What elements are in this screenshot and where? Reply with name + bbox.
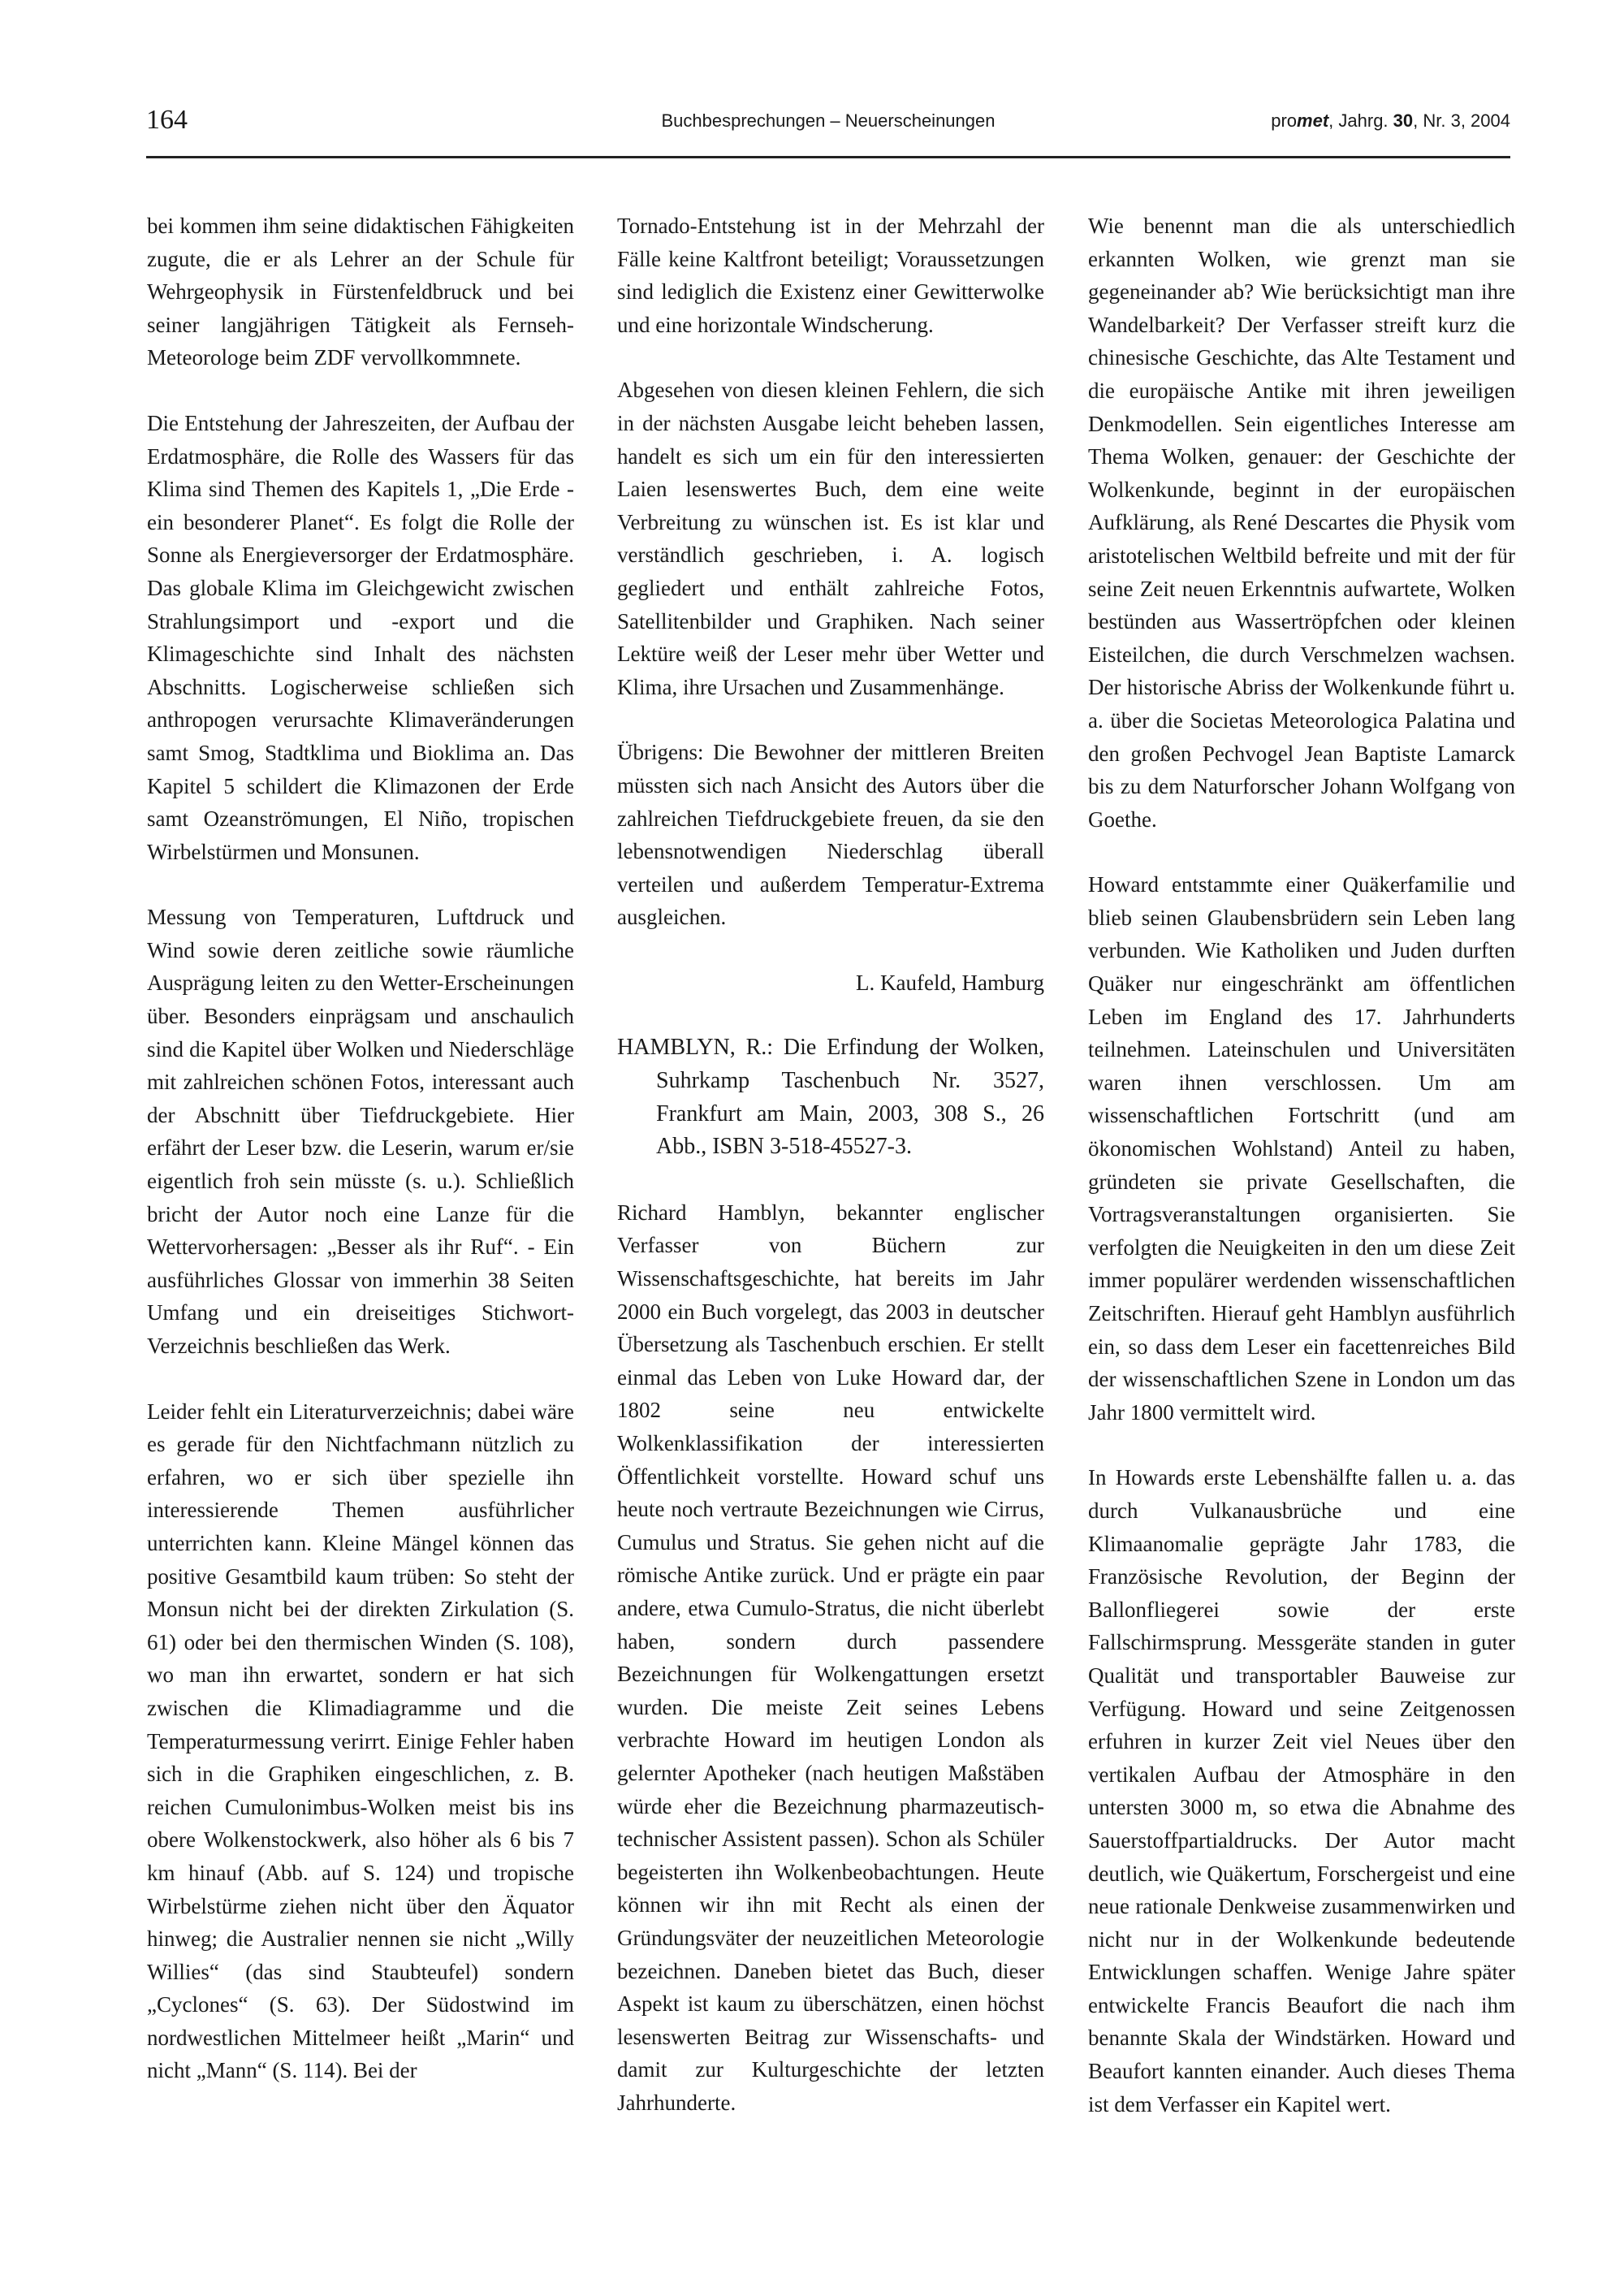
journal-info	[1271, 110, 1510, 132]
paragraph: Howard entstammte einer Quäkerfamilie und blieb seinen Glaubensbrüdern sein Leben lang verbunden. Wie Katholiken und Juden durften Quäker nur eingeschränkt am öffentlichen Leben im England des 17. Jahrhunderts teilnehmen. Lateinschulen und Universitäten waren ihnen verschlossen. Um am wissenschaftlichen Fortschritt (und am ökonomischen Wohlstand) Anteil zu haben, gründeten sie private Gesellschaften, die Vortragsveranstaltungen organisierten. Sie verfolgten die Neuigkeiten in den um diese Zeit immer populärer werdenden wissenschaftlichen Zeitschriften. Hierauf geht Hamblyn ausführlich ein, so dass dem Leser ein facettenreiches Bild der wissenschaftlichen Szene in London um das Jahr 1800 vermittelt wird.	[1088, 872, 1515, 1425]
journal-year-label: , Jahrg.	[1328, 110, 1393, 131]
journal-name-suffix: met	[1297, 110, 1329, 131]
text-column-2	[617, 210, 1044, 2151]
text-column-3	[1088, 210, 1515, 2153]
paragraph: Die Entstehung der Jahreszeiten, der Aufbau der Erdatmosphäre, die Rolle des Wassers für das Klima sind Themen des Kapitels 1, „Die Erde - ein besonderer Planet“. Es folgt die Rolle der Sonne als Energieversorger der Erdatmosphäre. Das globale Klima im Gleichgewicht zwischen Strahlungsimport und -export und die Klimageschichte sind Inhalt des nächsten Abschnitts. Logischerweise schließen sich anthropogen verursachte Klimaveränderungen samt Smog, Stadtklima und Bioklima an. Das Kapitel 5 schildert die Klimazonen der Erde samt Ozeanströmungen, El Niño, tropischen Wirbelstürmen und Monsunen.	[147, 410, 574, 864]
review-signature: L. Kaufeld, Hamburg	[856, 970, 1044, 995]
paragraph: Leider fehlt ein Literaturverzeichnis; dabei wäre es gerade für den Nichtfachmann nützlich zu erfahren, wo er sich über spezielle ihn interessierende Themen ausführlicher unterrichten kann. Kleine Mängel können das positive Gesamtbild kaum trüben: So steht der Monsun nicht bei der direkten Zirkulation (S. 61) oder bei den thermischen Winden (S. 108), wo man ihn erwartet, sondern er hat sich zwischen die Klimadiagramme und die Temperaturmessung verirrt. Einige Fehler haben sich in die Graphiken eingeschlichen, z. B. reichen Cumulonimbus-Wolken meist bis ins obere Wolkenstockwerk, also höher als 6 bis 7 km hinauf (Abb. auf S. 124) und tropische Wirbelstürme ziehen nicht über den Äquator hinweg; die Australier nennen sie nicht „Willy Willies“ (das sind Staubteufel) sondern „Cyclones“ (S. 63). Der Südostwind im nordwestlichen Mittelmeer heißt „Marin“ und nicht „Mann“ (S. 114). Bei der	[147, 1399, 574, 2083]
page-header	[146, 104, 1510, 145]
journal-name-prefix: pro	[1271, 110, 1298, 131]
paragraph: Abgesehen von diesen kleinen Fehlern, die sich in der nächsten Ausgabe leicht beheben lassen, handelt es sich um ein für den interessierten Laien lesenswertes Buch, dem eine weite Verbreitung zu wünschen ist. Es ist klar und verständlich geschrieben, i. A. logisch gegliedert und enthält zahlreiche Fotos, Satellitenbilder und Graphiken. Nach seiner Lektüre weiß der Leser mehr über Wetter und Klima, ihre Ursachen und Zusammenhänge.	[617, 378, 1044, 699]
page-number: 164	[146, 105, 188, 135]
journal-issue: , Nr. 3, 2004	[1413, 110, 1510, 131]
journal-volume: 30	[1393, 110, 1414, 131]
text-column-1	[147, 210, 574, 2120]
paragraph: bei kommen ihm seine didaktischen Fähigkeiten zugute, die er als Lehrer an der Schule für Wehrgeophysik in Fürstenfeldbruck und bei seiner langjährigen Tätigkeit als Fernseh-Meteorologe beim ZDF vervollkommnete.	[147, 214, 574, 370]
header-rule	[146, 156, 1510, 158]
paragraph: Richard Hamblyn, bekannter englischer Verfasser von Büchern zur Wissenschaftsgeschichte, hat bereits im Jahr 2000 ein Buch vorgelegt, das 2003 in deutscher Übersetzung als Taschenbuch erschien. Er stellt einmal das Leben von Luke Howard dar, der 1802 seine neu entwickelte Wolkenklassifikation der interessierten Öffentlichkeit vorstellte. Howard schuf uns heute noch vertraute Bezeichnungen wie Cirrus, Cumulus und Stratus. Sie gehen nicht auf die römische Antike zurück. Und er prägte ein paar andere, etwa Cumulo-Stratus, die nicht überlebt haben, sondern durch passendere Bezeichnungen für Wolkengattungen ersetzt wurden. Die meiste Zeit seines Lebens verbrachte Howard im heutigen London als gelernter Apotheker (nach heutigen Maßstäben würde eher die Bezeichnung pharmazeutisch-technischer Assistent passen). Schon als Schüler begeisterten ihn Wolkenbeobachtungen. Heute können wir ihn mit Recht als einen der Gründungsväter der neuzeitlichen Meteorologie bezeichnen. Daneben bietet das Buch, dieser Aspekt ist kaum zu überschätzen, einen höchst lesenswerten Beitrag zur Wissenschafts- und damit zur Kulturgeschichte der letzten Jahrhunderte.	[617, 1200, 1044, 2115]
paragraph: Übrigens: Die Bewohner der mittleren Breiten müssten sich nach Ansicht des Autors über die zahlreichen Tiefdruckgebiete freuen, da sie den lebensnotwendigen Niederschlag überall verteilen und außerdem Temperatur-Extrema ausgleichen.	[617, 740, 1044, 930]
section-title: Buchbesprechungen – Neuerscheinungen	[661, 110, 996, 131]
paragraph: Tornado-Entstehung ist in der Mehrzahl der Fälle keine Kaltfront beteiligt; Voraussetzungen sind lediglich die Existenz einer Gewitterwolke und eine horizontale Windscherung.	[617, 214, 1044, 337]
paragraph: Wie benennt man die als unterschiedlich erkannten Wolken, wie grenzt man sie gegeneinander ab? Wie berücksichtigt man ihre Wandelbarkeit? Der Verfasser streift kurz die chinesische Geschichte, das Alte Testament und die europäische Antike mit ihren jeweiligen Denkmodellen. Sein eigentliches Interesse am Thema Wolken, genauer: der Geschichte der Wolkenkunde, beginnt in der europäischen Aufklärung, als René Descartes die Physik vom aristotelischen Weltbild befreite und mit der für seine Zeit neuen Erkenntnis aufwartete, Wolken bestünden aus Wassertröpfchen oder kleinen Eisteilchen, die durch Verschmelzen wachsen. Der historische Abriss der Wolkenkunde führt u. a. über die Societas Meteorologica Palatina und den großen Pechvogel Jean Baptiste Lamarck bis zu dem Naturforscher Johann Wolfgang von Goethe.	[1088, 214, 1515, 832]
book-citation: HAMBLYN, R.: Die Erfindung der Wolken, Suhrkamp Taschenbuch Nr. 3527, Frankfurt am Main, 2003, 308 S., 26 Abb., ISBN 3-518-45527-3.	[617, 1035, 1044, 1160]
paragraph: In Howards erste Lebenshälfte fallen u. a. das durch Vulkanausbrüche und eine Klimaanomalie geprägte Jahr 1783, die Französische Revolution, der Beginn der Ballonfliegerei sowie der erste Fallschirmsprung. Messgeräte standen in guter Qualität und transportabler Bauweise zur Verfügung. Howard und seine Zeitgenossen erfuhren in kurzer Zeit viel Neues über den vertikalen Aufbau der Atmosphäre in den untersten 3000 m, so etwa die Abnahme des Sauerstoffpartialdrucks. Der Autor macht deutlich, wie Quäkertum, Forschergeist und eine neue rationale Denkweise zusammenwirken und nicht nur in der Wolkenkunde bedeutende Entwicklungen schaffen. Wenige Jahre später entwickelte Francis Beaufort die nach ihm benannte Skala der Windstärken. Howard und Beaufort kannten einander. Auch dieses Thema ist dem Verfasser ein Kapitel wert.	[1088, 1465, 1515, 2117]
paragraph: Messung von Temperaturen, Luftdruck und Wind sowie deren zeitliche sowie räumliche Ausprägung leiten zu den Wetter-Erscheinungen über. Besonders einprägsam und anschaulich sind die Kapitel über Wolken und Niederschläge mit zahlreichen schönen Fotos, interessant auch der Abschnitt über Tiefdruckgebiete. Hier erfährt der Leser bzw. die Leserin, warum er/sie eigentlich froh sein müsste (s. u.). Schließlich bricht der Autor noch eine Lanze für die Wettervorhersagen: „Besser als ihr Ruf“. - Ein ausführliches Glossar von immerhin 38 Seiten Umfang und ein dreiseitiges Stichwort-Verzeichnis beschließen das Werk.	[147, 905, 574, 1358]
